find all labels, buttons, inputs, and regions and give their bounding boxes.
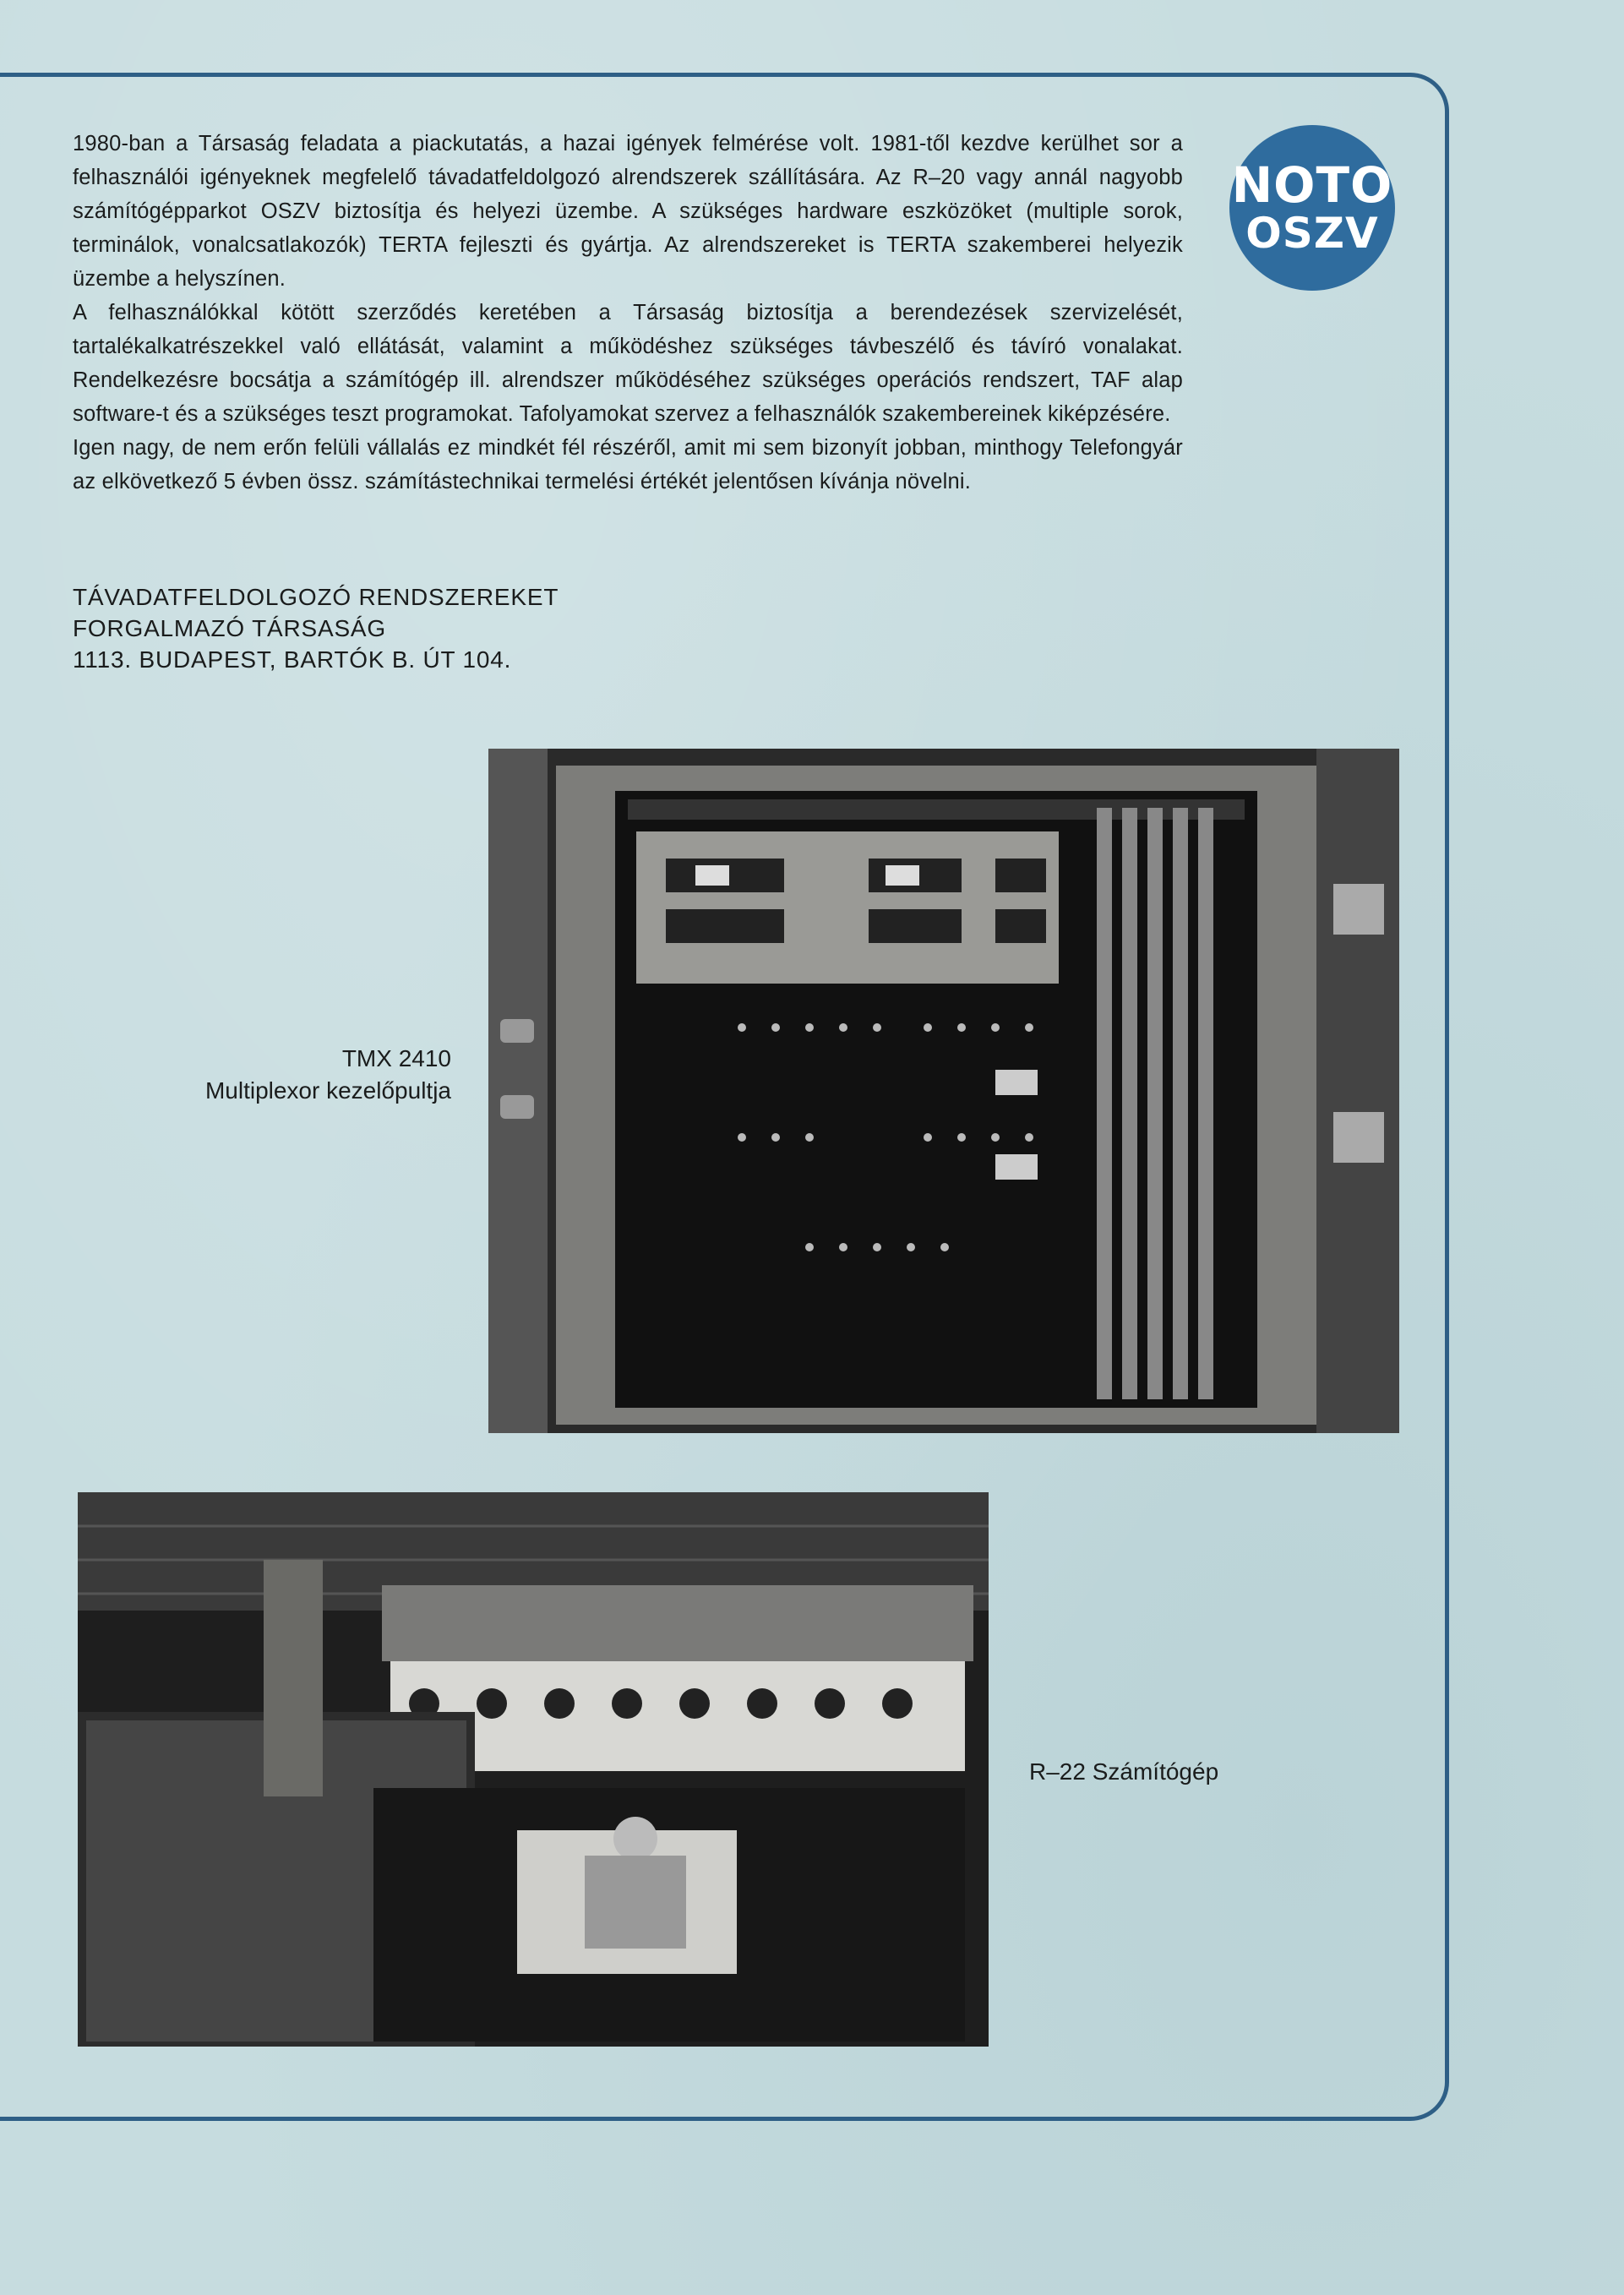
r22-photo-drawing bbox=[78, 1492, 989, 2047]
address-line-1: TÁVADATFELDOLGOZÓ RENDSZEREKET bbox=[73, 584, 559, 610]
paragraph-2: A felhasználókkal kötött szerződés keretében a Társaság biztosítja a berendezések szervizelését, tartalékalkatrészekkel való ellátását, valamint a működéshez szükséges távbeszélő és távíró vonalakat. Rendelkezésre bocsátja a számítógép ill. alrendszer működéséhez szükséges operációs rendszert, TAF alap software-t és a szükséges teszt programokat. Tafolyamokat szervez a felhasználók szakembereinek kiképzésére. bbox=[73, 301, 1183, 426]
tmx-2410-photo bbox=[488, 749, 1399, 1433]
tmx-caption bbox=[147, 1043, 451, 1107]
paragraph-3: Igen nagy, de nem erőn felüli vállalás ez mindkét fél részéről, amit mi sem bizonyít jobban, minthogy Telefongyár az elkövetkező 5 évben össz. számítástechnikai termelési értékét jelentősen kívánja növelni. bbox=[73, 436, 1183, 493]
tmx-caption-line-1: TMX 2410 bbox=[341, 1045, 451, 1071]
logo-line-2: OSZV bbox=[1245, 209, 1379, 258]
address-line-2: FORGALMAZÓ TÁRSASÁG bbox=[73, 615, 386, 641]
logo-line-1: NOTO bbox=[1231, 156, 1393, 214]
tmx-caption-line-2: Multiplexor kezelőpultja bbox=[204, 1077, 451, 1104]
noto-oszv-logo bbox=[1229, 125, 1395, 291]
tmx-2410-photo-drawing bbox=[488, 749, 1399, 1433]
paragraph-1: 1980-ban a Társaság feladata a piackutatás, a hazai igények felmérése volt. 1981-től kezdve kerülhet sor a felhasználói igényeknek megfelelő távadatfeldolgozó alrendszerek szállítására. Az R–20 vagy annál nagyobb számítógépparkot OSZV biztosítja és helyezi üzembe. A szükséges hardware eszközöket (multiple sorok, terminálok, vonalcsatlakozók) TERTA fejleszti és gyártja. Az alrendszereket is TERTA szakemberei helyezik üzembe a helyszínen. bbox=[73, 132, 1183, 291]
r22-photo bbox=[78, 1492, 989, 2047]
address-line-3: 1113. BUDAPEST, BARTÓK B. ÚT 104. bbox=[73, 646, 512, 673]
body-text bbox=[73, 127, 1183, 499]
r22-caption-line-1: R–22 Számítógép bbox=[1029, 1758, 1219, 1785]
company-address bbox=[73, 581, 559, 675]
r22-caption bbox=[1029, 1756, 1218, 1788]
